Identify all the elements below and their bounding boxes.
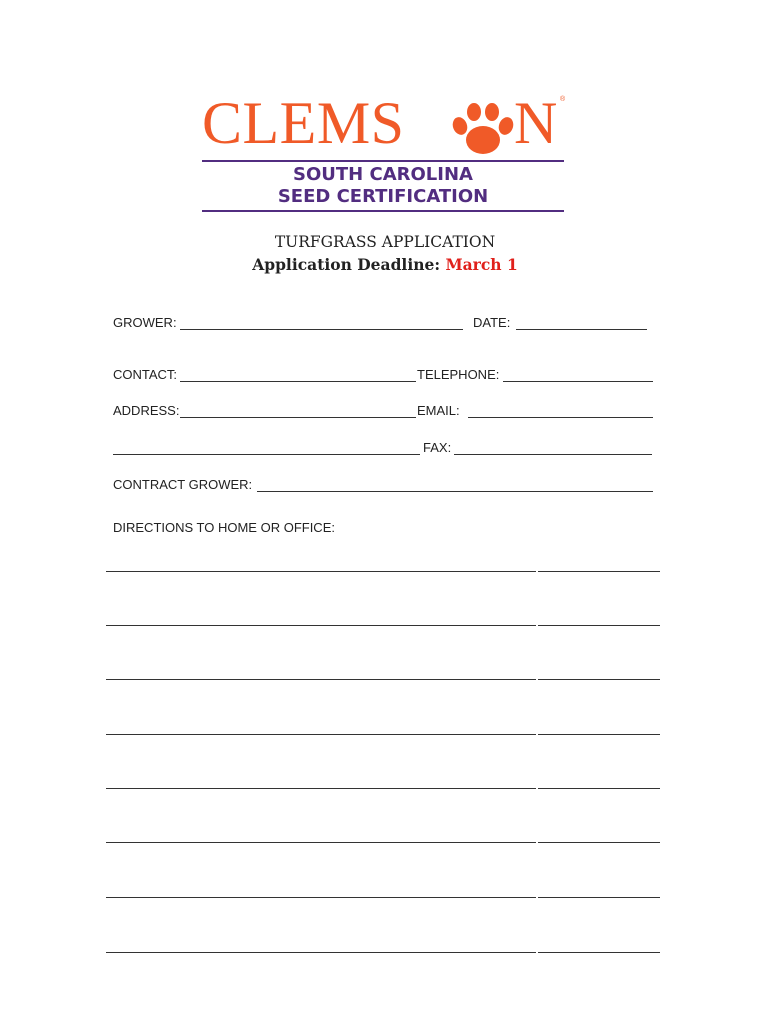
directions-line-end[interactable]: [538, 897, 660, 898]
telephone-field[interactable]: [503, 381, 653, 382]
date-field[interactable]: [516, 329, 647, 330]
directions-label: DIRECTIONS TO HOME OR OFFICE:: [113, 520, 335, 535]
logo-rule-bottom: [202, 210, 564, 212]
directions-line[interactable]: [106, 952, 536, 953]
directions-line[interactable]: [106, 571, 536, 572]
directions-line-end[interactable]: [538, 571, 660, 572]
directions-line[interactable]: [106, 788, 536, 789]
address-line2-field[interactable]: [113, 454, 420, 455]
address-field[interactable]: [180, 417, 416, 418]
logo-wordmark-left: CLEMS: [202, 90, 405, 156]
directions-line-end[interactable]: [538, 625, 660, 626]
logo-subtitle-line2: SEED CERTIFICATION: [277, 186, 489, 207]
contract-grower-field[interactable]: [257, 491, 653, 492]
contract-grower-label: CONTRACT GROWER:: [113, 477, 253, 492]
directions-line-end[interactable]: [538, 734, 660, 735]
directions-line[interactable]: [106, 734, 536, 735]
logo-subtitle-line1: SOUTH CAROLINA: [293, 164, 473, 185]
deadline-date: March 1: [445, 255, 518, 274]
grower-label: GROWER:: [113, 315, 177, 330]
directions-line-end[interactable]: [538, 788, 660, 789]
address-label: ADDRESS:: [113, 403, 180, 418]
logo-rule-top: [202, 160, 564, 162]
directions-line[interactable]: [106, 897, 536, 898]
email-field[interactable]: [468, 417, 653, 418]
directions-line-end[interactable]: [538, 952, 660, 953]
fax-field[interactable]: [454, 454, 652, 455]
telephone-label: TELEPHONE:: [417, 367, 500, 382]
email-label: EMAIL:: [417, 403, 460, 418]
tiger-paw-icon: [450, 100, 516, 160]
directions-line[interactable]: [106, 679, 536, 680]
application-deadline: [0, 255, 770, 274]
contact-field[interactable]: [180, 381, 416, 382]
clemson-seed-certification-logo: [200, 88, 572, 216]
fax-label: FAX:: [423, 440, 452, 455]
directions-line-end[interactable]: [538, 842, 660, 843]
logo-wordmark-right: N: [514, 90, 558, 156]
page-title: TURFGRASS APPLICATION: [274, 233, 496, 251]
contact-label: CONTACT:: [113, 367, 178, 382]
directions-line[interactable]: [106, 625, 536, 626]
directions-line[interactable]: [106, 842, 536, 843]
date-label: DATE:: [473, 315, 511, 330]
directions-line-end[interactable]: [538, 679, 660, 680]
deadline-colon: :: [434, 255, 441, 274]
grower-field[interactable]: [180, 329, 463, 330]
deadline-label: Application Deadline: [252, 255, 435, 274]
registered-mark: ®: [560, 96, 566, 103]
